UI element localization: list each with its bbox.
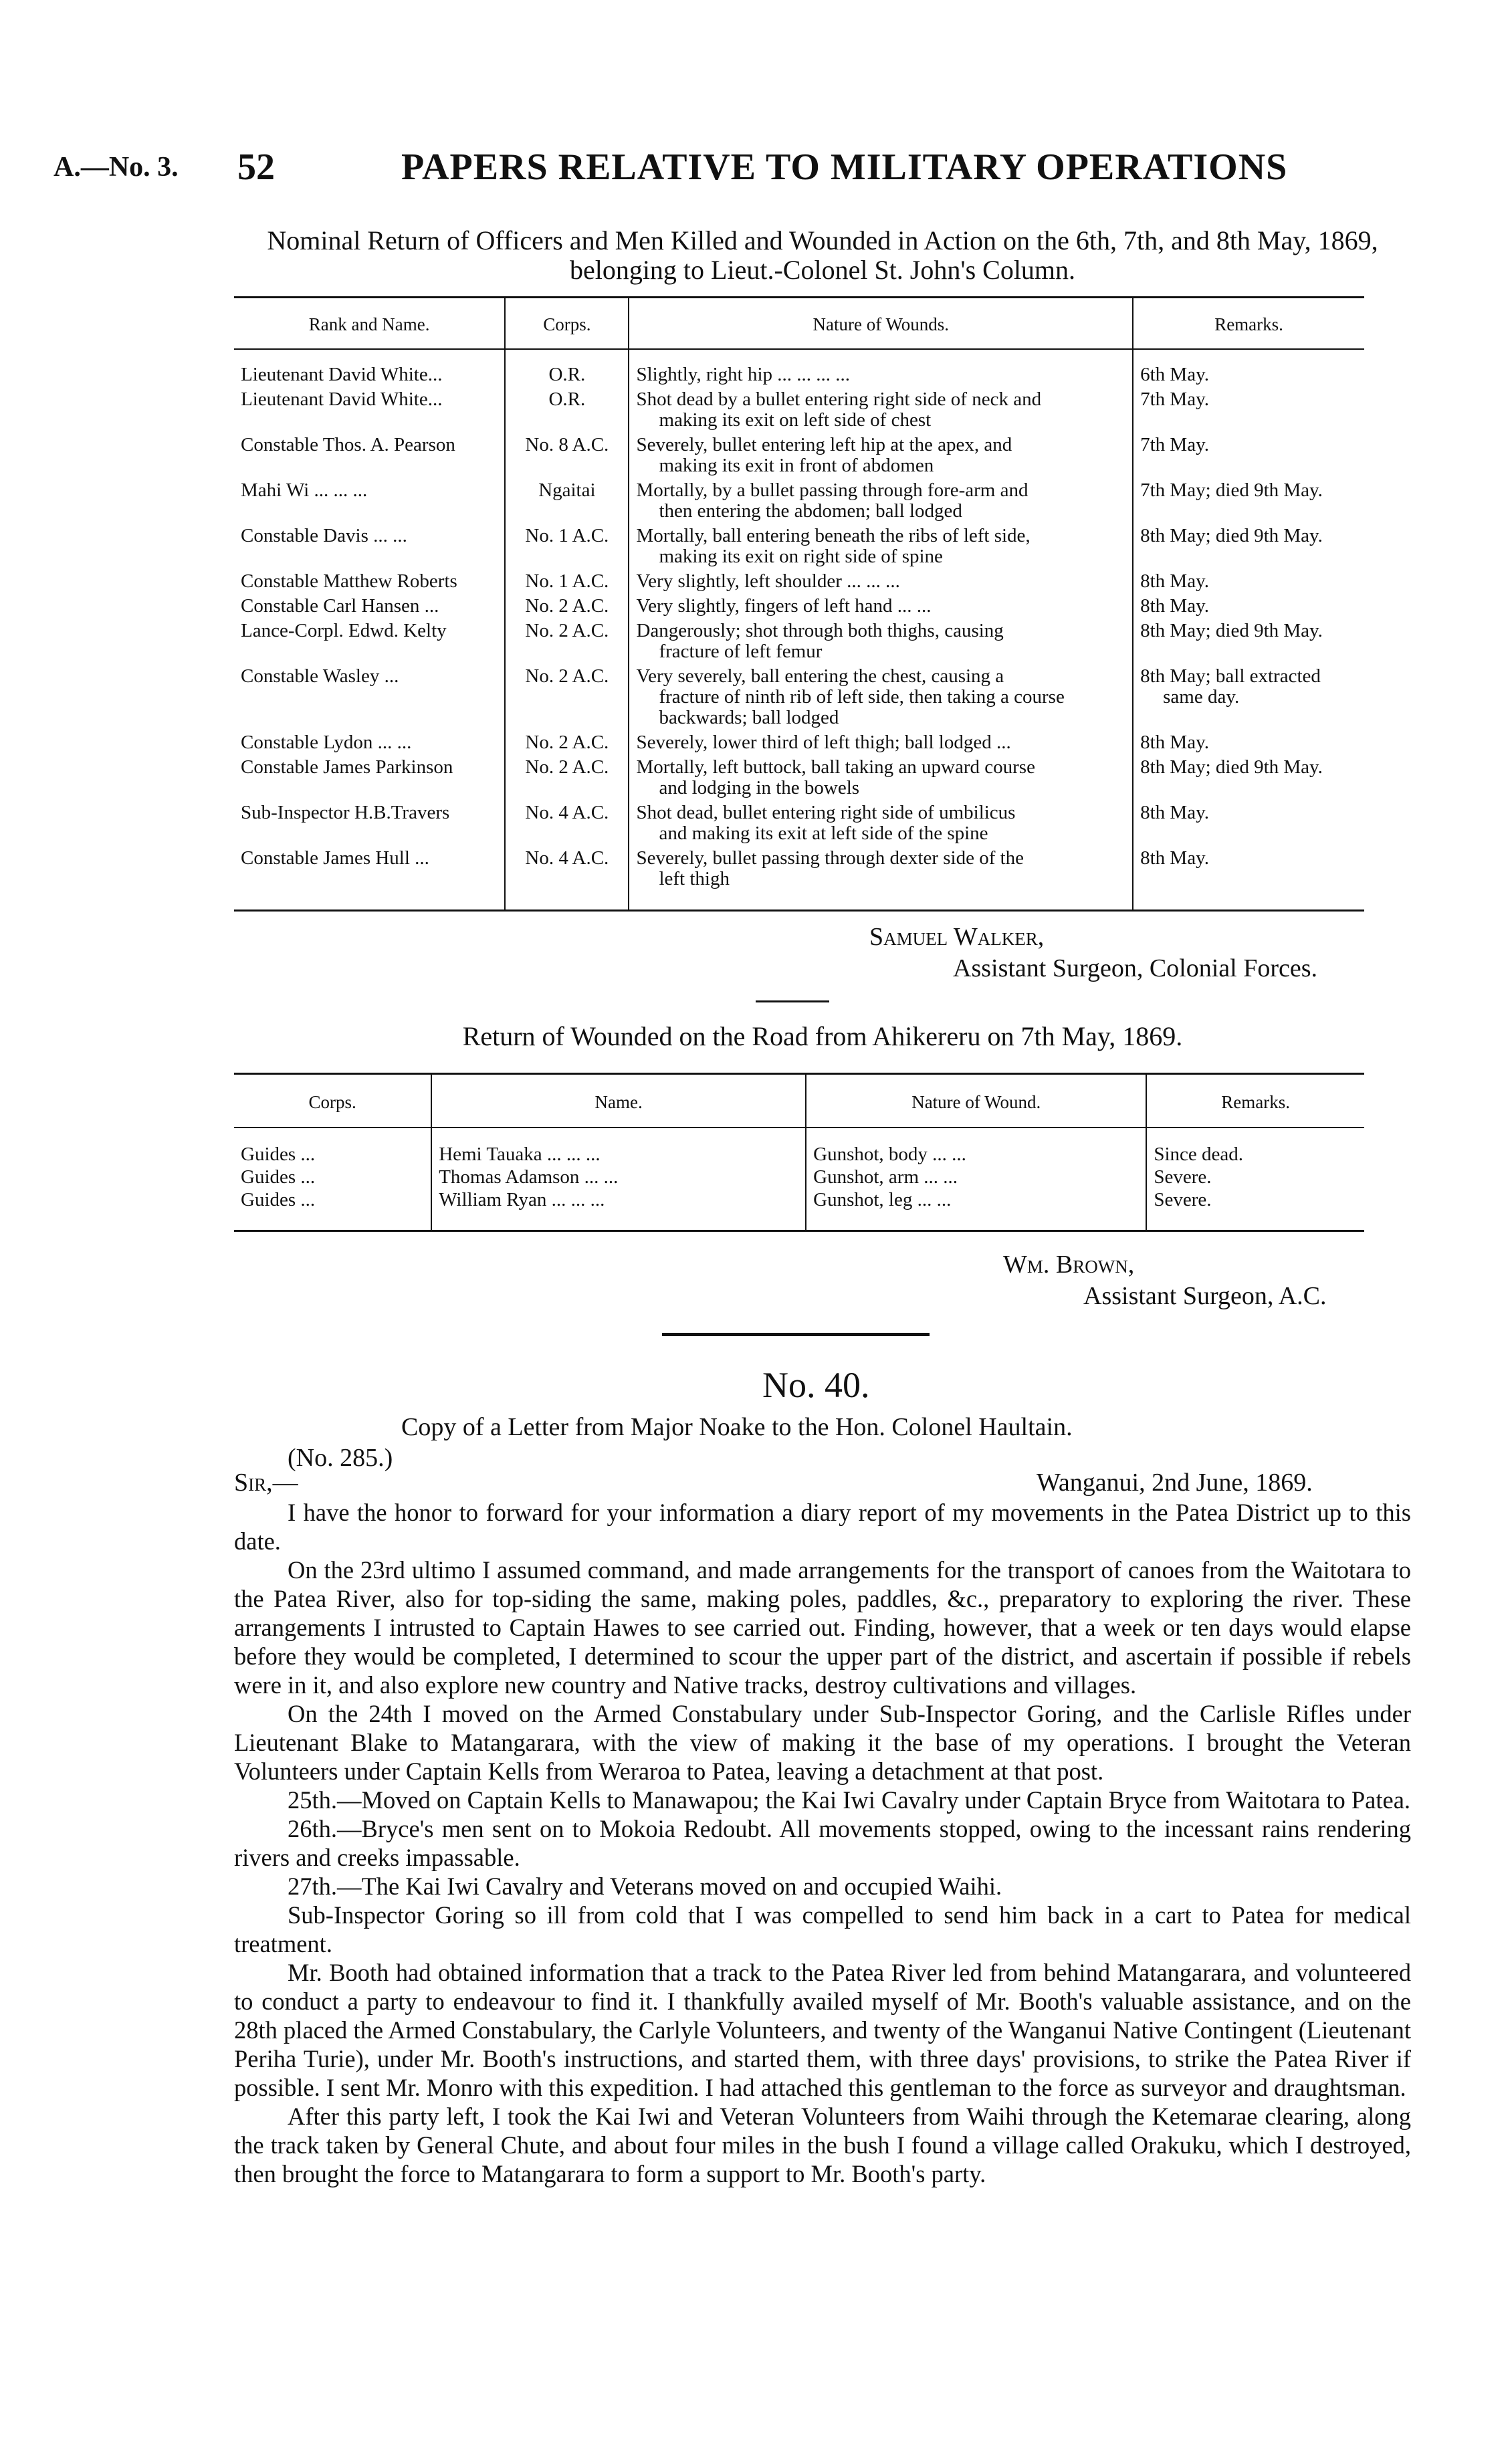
letter-paragraph: 26th.—Bryce's men sent on to Mokoia Redoubt. All movements stopped, owing to the incessant rains rendering rivers and creeks impassable.: [234, 1815, 1411, 1871]
column-header-wounds: Nature of Wounds.: [629, 298, 1133, 350]
letter-paragraph: Mr. Booth had obtained information that a track to the Patea River led from behind Matangarara, and volunteered to conduct a party to endeavour to find it. I thankfully availed myself of Mr. Booth's valuable assistance, and on the 28th placed the Armed Constabulary, the Carlyle Volunteers, and twenty of the Wanganui Native Contingent (Lieutenant Periha Turie), under Mr. Booth's instructions, and started them, with three days' provisions, to strike the Patea River if possible. I sent Mr. Monro with this expedition. I had attached this gentleman to the force as surveyor and draughtsman.: [234, 1959, 1411, 2101]
corps-cell: No. 1 A.C.: [505, 569, 629, 594]
letter-body: [234, 1498, 1411, 2188]
column-header-wound: Nature of Wound.: [806, 1074, 1146, 1128]
dateline: Wanganui, 2nd June, 1869.: [1037, 1469, 1313, 1497]
column-header-rank-name: Rank and Name.: [234, 298, 505, 350]
table-row: [234, 524, 1364, 569]
table-row: [234, 478, 1364, 524]
remarks-cell: 8th May; died 9th May.: [1140, 620, 1323, 641]
name-cell: Thomas Adamson ... ...: [431, 1166, 806, 1188]
letter-caption: Copy of a Letter from Major Noake to the Hon. Colonel Haultain.: [401, 1413, 1073, 1441]
remarks-cell: 8th May.: [1140, 570, 1209, 592]
section-divider: [756, 1000, 829, 1002]
rank-name-cell: Constable Thos. A. Pearson: [234, 433, 505, 478]
table-row: [234, 387, 1364, 433]
table-row: [234, 1128, 1364, 1166]
wounded-rows: [234, 1128, 1364, 1231]
letter-paragraph: Sub-Inspector Goring so ill from cold that I was compelled to send him back in a cart to Patea for medical treatment.: [234, 1901, 1411, 1957]
remarks-cell: 8th May.: [1140, 732, 1209, 753]
rank-name-cell: Constable Davis ... ...: [234, 524, 505, 569]
table-row: [234, 1188, 1364, 1231]
casualty-return-table: [234, 296, 1364, 912]
wound-cell: Very slightly, fingers of left hand ... ...: [629, 594, 1133, 619]
corps-cell: O.R.: [505, 387, 629, 433]
wound-cell: Severely, bullet entering left hip at the apex, and making its exit in front of abdomen: [629, 433, 1133, 478]
rank-name-cell: Constable James Parkinson: [234, 755, 505, 800]
rank-name-cell: Constable Carl Hansen ...: [234, 594, 505, 619]
table-row: [234, 619, 1364, 664]
rank-name-cell: Constable Lydon ... ...: [234, 730, 505, 755]
wound-cell: Mortally, by a bullet passing through fore-arm and then entering the abdomen; ball lodged: [629, 478, 1133, 524]
name-cell: William Ryan ... ... ...: [431, 1188, 806, 1231]
column-header-remarks: Remarks.: [1221, 1092, 1291, 1112]
letter-paragraph: After this party left, I took the Kai Iwi and Veteran Volunteers from Waihi through the Ketemarae clearing, along the track taken by General Chute, and about four miles in the bush I found a village called Orakuku, which I destroyed, then brought the force to Matangarara to form a support to Mr. Booth's party.: [234, 2103, 1411, 2187]
rank-name-cell: Constable Matthew Roberts: [234, 569, 505, 594]
column-header-remarks: Remarks.: [1214, 314, 1283, 334]
salutation: Sir,—: [234, 1469, 298, 1497]
remarks-cell: 8th May; ball extracted same day.: [1140, 665, 1321, 708]
page-number: 52: [237, 146, 275, 188]
remarks-cell: Severe.: [1154, 1189, 1212, 1210]
rank-name-cell: Lieutenant David White...: [234, 349, 505, 387]
return1-caption: Nominal Return of Officers and Men Killed and Wounded in Action on the 6th, 7th, and 8th May, 1869, belonging to Lieut.-Colonel St. John's Column.: [267, 225, 1378, 285]
section-divider-thick: [662, 1333, 930, 1336]
wound-cell: Very severely, ball entering the chest, causing a fracture of ninth rib of left side, then taking a course backwards; ball lodged: [629, 664, 1133, 730]
signature-name: Wm. Brown,: [1003, 1251, 1135, 1279]
rank-name-cell: Lance-Corpl. Edwd. Kelty: [234, 619, 505, 664]
remarks-cell: 8th May; died 9th May.: [1140, 756, 1323, 778]
column-header-name: Name.: [431, 1074, 806, 1128]
corps-cell: No. 2 A.C.: [505, 664, 629, 730]
remarks-cell: 8th May.: [1140, 847, 1209, 869]
casualty-rows: [234, 349, 1364, 911]
document-reference: A.—No. 3.: [53, 152, 179, 183]
corps-cell: Ngaitai: [505, 478, 629, 524]
wound-cell: Gunshot, leg ... ...: [806, 1188, 1146, 1231]
wounded-return-table: [234, 1073, 1364, 1232]
corps-cell: O.R.: [505, 349, 629, 387]
signature-title: Assistant Surgeon, Colonial Forces.: [953, 954, 1318, 982]
wound-cell: Mortally, left buttock, ball taking an upward course and lodging in the bowels: [629, 755, 1133, 800]
wound-cell: Severely, bullet passing through dexter side of the left thigh: [629, 846, 1133, 911]
letter-paragraph: I have the honor to forward for your information a diary report of my movements in the Patea District up to this date.: [234, 1499, 1411, 1555]
remarks-cell: 7th May.: [1140, 434, 1209, 455]
wound-cell: Very slightly, left shoulder ... ... ...: [629, 569, 1133, 594]
corps-cell: No. 2 A.C.: [505, 594, 629, 619]
table-row: [234, 846, 1364, 911]
rank-name-cell: Sub-Inspector H.B.Travers: [234, 800, 505, 846]
column-header-corps: Corps.: [505, 298, 629, 350]
table-row: [234, 433, 1364, 478]
running-title: PAPERS RELATIVE TO MILITARY OPERATIONS: [401, 146, 1288, 188]
table-row: [234, 730, 1364, 755]
corps-cell: No. 2 A.C.: [505, 730, 629, 755]
corps-cell: Guides ...: [234, 1188, 431, 1231]
table-row: [234, 664, 1364, 730]
letter-paragraph: 25th.—Moved on Captain Kells to Manawapou; the Kai Iwi Cavalry under Captain Bryce from Waitotara to Patea.: [288, 1786, 1411, 1814]
remarks-cell: 7th May.: [1140, 389, 1209, 410]
corps-cell: Guides ...: [234, 1128, 431, 1166]
column-header-corps: Corps.: [234, 1074, 431, 1128]
letter-paragraph: On the 23rd ultimo I assumed command, and made arrangements for the transport of canoes from the Waitotara to the Patea River, also for top-siding the same, making poles, paddles, &c., preparatory to exploring the river. These arrangements I intrusted to Captain Hawes to see carried out. Finding, however, that a week or ten days would elapse before they would be completed, I determined to scour the upper part of the district, and ascertain if possible if rebels were in it, and also explore new country and Native tracks, destroy cultivations and villages.: [234, 1556, 1411, 1699]
corps-cell: No. 2 A.C.: [505, 619, 629, 664]
table-row: [234, 800, 1364, 846]
remarks-cell: 8th May.: [1140, 595, 1209, 617]
letter-reference: (No. 285.): [288, 1444, 393, 1472]
remarks-cell: 6th May.: [1140, 364, 1209, 385]
remarks-cell: 8th May; died 9th May.: [1140, 525, 1323, 546]
remarks-cell: 8th May.: [1140, 802, 1209, 823]
wound-cell: Gunshot, body ... ...: [806, 1128, 1146, 1166]
name-cell: Hemi Tauaka ... ... ...: [431, 1128, 806, 1166]
remarks-cell: 7th May; died 9th May.: [1140, 479, 1323, 501]
table-row: [234, 349, 1364, 387]
wound-cell: Slightly, right hip ... ... ... ...: [629, 349, 1133, 387]
wound-cell: Dangerously; shot through both thighs, causing fracture of left femur: [629, 619, 1133, 664]
rank-name-cell: Lieutenant David White...: [234, 387, 505, 433]
corps-cell: No. 1 A.C.: [505, 524, 629, 569]
rank-name-cell: Constable James Hull ...: [234, 846, 505, 911]
return2-caption: Return of Wounded on the Road from Ahikereru on 7th May, 1869.: [462, 1021, 1183, 1051]
corps-cell: No. 2 A.C.: [505, 755, 629, 800]
wound-cell: Shot dead, bullet entering right side of umbilicus and making its exit at left side of the spine: [629, 800, 1133, 846]
wound-cell: Shot dead by a bullet entering right side of neck and making its exit on left side of chest: [629, 387, 1133, 433]
letter-paragraph: On the 24th I moved on the Armed Constabulary under Sub-Inspector Goring, and the Carlisle Rifles under Lieutenant Blake to Matangarara, with the view of making it the base of my operations. I brought the Veteran Volunteers under Captain Kells from Weraroa to Patea, leaving a detachment at that post.: [234, 1700, 1411, 1785]
table-row: [234, 594, 1364, 619]
wound-cell: Gunshot, arm ... ...: [806, 1166, 1146, 1188]
corps-cell: No. 8 A.C.: [505, 433, 629, 478]
corps-cell: No. 4 A.C.: [505, 846, 629, 911]
remarks-cell: Severe.: [1154, 1166, 1212, 1188]
table-row: [234, 1166, 1364, 1188]
wound-cell: Mortally, ball entering beneath the ribs of left side, making its exit on right side of spine: [629, 524, 1133, 569]
wound-cell: Severely, lower third of left thigh; ball lodged ...: [629, 730, 1133, 755]
table-row: [234, 569, 1364, 594]
letter-number: No. 40.: [762, 1365, 870, 1405]
table-row: [234, 755, 1364, 800]
rank-name-cell: Mahi Wi ... ... ...: [234, 478, 505, 524]
rank-name-cell: Constable Wasley ...: [234, 664, 505, 730]
corps-cell: No. 4 A.C.: [505, 800, 629, 846]
letter-paragraph: 27th.—The Kai Iwi Cavalry and Veterans moved on and occupied Waihi.: [288, 1872, 1002, 1900]
signature-name: Samuel Walker,: [869, 923, 1045, 951]
remarks-cell: Since dead.: [1154, 1144, 1244, 1165]
corps-cell: Guides ...: [234, 1166, 431, 1188]
signature-title: Assistant Surgeon, A.C.: [1083, 1282, 1327, 1310]
